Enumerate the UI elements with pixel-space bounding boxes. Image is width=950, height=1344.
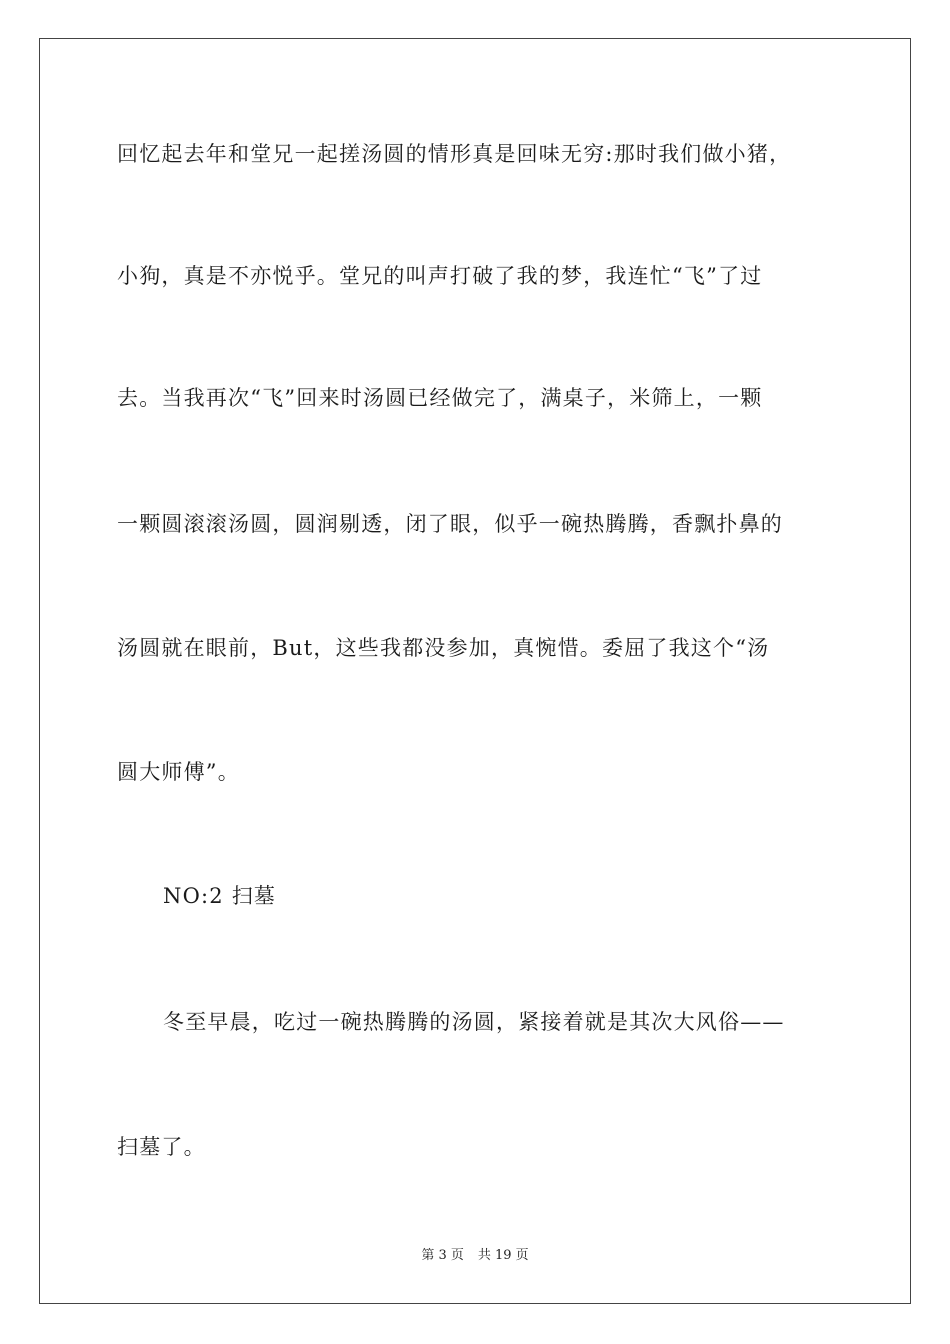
body-line-6: 圆大师傅”。: [117, 760, 240, 784]
body-line-8: 扫墓了。: [117, 1135, 206, 1159]
section-heading: NO:2 扫墓: [163, 884, 277, 908]
body-line-7: 冬至早晨，吃过一碗热腾腾的汤圆，紧接着就是其次大风俗——: [163, 1010, 785, 1034]
body-line-2: 小狗，真是不亦悦乎。堂兄的叫声打破了我的梦，我连忙“飞”了过: [117, 264, 763, 288]
body-line-4: 一颗圆滚滚汤圆，圆润剔透，闭了眼，似乎一碗热腾腾，香飘扑鼻的: [117, 512, 783, 536]
page-footer: [0, 1247, 950, 1265]
body-line-1: 回忆起去年和堂兄一起搓汤圆的情形真是回味无穷:那时我们做小猪，: [117, 142, 792, 166]
page-total: 共 19 页: [477, 1248, 529, 1263]
page-number: 第 3 页: [421, 1248, 464, 1263]
page-border: [39, 38, 911, 1304]
body-line-5: 汤圆就在眼前，But，这些我都没参加，真惋惜。委屈了我这个“汤: [117, 636, 770, 660]
body-line-3: 去。当我再次“飞”回来时汤圆已经做完了，满桌子，米筛上，一颗: [117, 386, 763, 410]
